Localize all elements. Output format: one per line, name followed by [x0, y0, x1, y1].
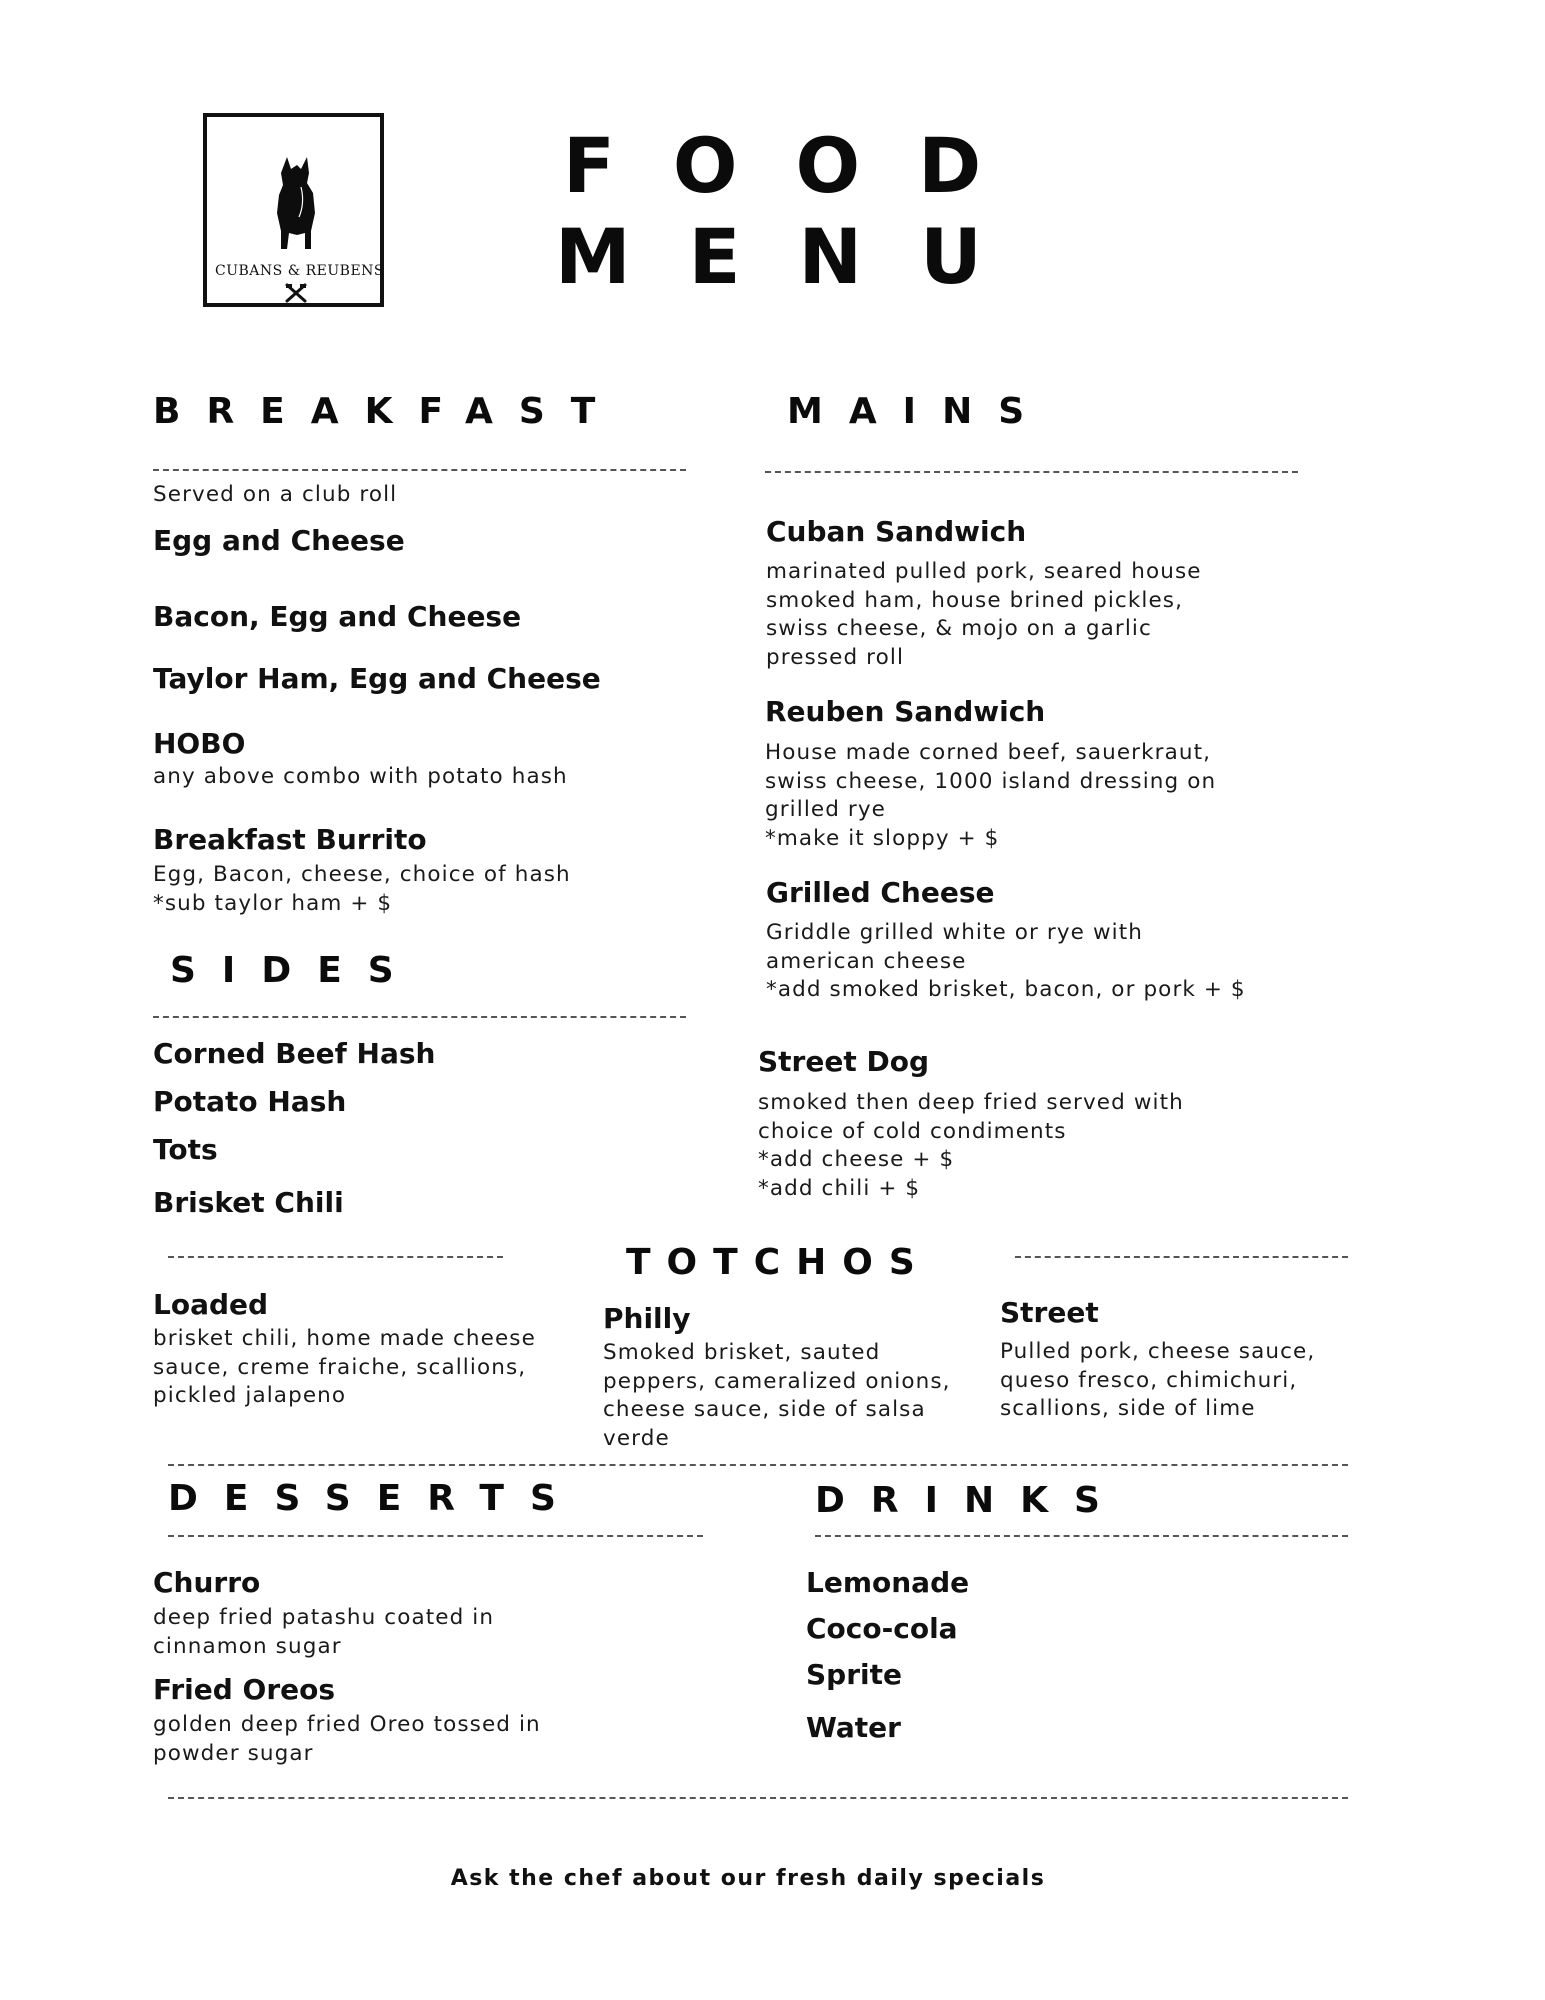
totchos-item-loaded-desc: brisket chili, home made cheese sauce, creme fraiche, scallions, pickled jalapeno	[153, 1326, 536, 1408]
totchos-divider-left	[168, 1256, 503, 1258]
desserts-item-fried-oreos-desc: golden deep fried Oreo tossed in powder sugar	[153, 1712, 541, 1766]
page-title-line1: FOOD	[563, 121, 1040, 210]
mains-item-grilled-cheese-desc: Griddle grilled white or rye with american cheese *add smoked brisket, bacon, or pork + $	[766, 920, 1246, 1002]
page-title-line2: MENU	[555, 212, 1040, 301]
breakfast-heading: BREAKFAST	[153, 391, 622, 432]
totchos-item-philly-desc: Smoked brisket, sauted peppers, cameralized onions, cheese sauce, side of salsa verde	[603, 1340, 951, 1451]
desserts-divider	[168, 1535, 703, 1537]
cleaver-cross-icon	[284, 283, 308, 303]
drinks-heading: DRINKS	[815, 1480, 1126, 1521]
drinks-item-water: Water	[806, 1711, 901, 1744]
mains-item-cuban-desc: marinated pulled pork, seared house smoked ham, house brined pickles, swiss cheese, & mojo on a garlic pressed roll	[766, 559, 1202, 670]
totchos-item-street-desc: Pulled pork, cheese sauce, queso fresco, chimichuri, scallions, side of lime	[1000, 1339, 1316, 1421]
sides-item-tots: Tots	[153, 1133, 218, 1166]
mains-heading: MAINS	[787, 391, 1051, 432]
drinks-item-sprite: Sprite	[806, 1658, 902, 1691]
logo	[203, 113, 384, 307]
sides-item-potato-hash: Potato Hash	[153, 1085, 347, 1118]
totchos-item-street: Street	[1000, 1296, 1099, 1329]
breakfast-item-burrito-desc: Egg, Bacon, cheese, choice of hash *sub taylor ham + $	[153, 862, 571, 916]
drinks-divider	[815, 1535, 1348, 1537]
sides-item-brisket-chili: Brisket Chili	[153, 1186, 344, 1219]
breakfast-note: Served on a club roll	[153, 482, 398, 507]
breakfast-item-burrito: Breakfast Burrito	[153, 823, 427, 856]
mains-item-reuben: Reuben Sandwich	[765, 695, 1046, 728]
breakfast-item-hobo: HOBO	[153, 727, 246, 760]
mains-item-reuben-desc: House made corned beef, sauerkraut, swiss cheese, 1000 island dressing on grilled rye *make it sloppy + $	[765, 740, 1217, 851]
dog-silhouette-icon	[265, 153, 325, 253]
mains-item-street-dog-desc: smoked then deep fried served with choice of cold condiments *add cheese + $ *add chili + $	[758, 1090, 1184, 1201]
totchos-heading: TOTCHOS	[626, 1242, 931, 1283]
bottom-divider	[168, 1797, 1348, 1799]
breakfast-item-bacon-egg-cheese: Bacon, Egg and Cheese	[153, 600, 522, 633]
logo-text: CUBANS & REUBENS	[215, 263, 385, 279]
totchos-item-loaded: Loaded	[153, 1288, 269, 1321]
desserts-item-churro: Churro	[153, 1566, 261, 1599]
breakfast-item-taylor-ham: Taylor Ham, Egg and Cheese	[153, 662, 601, 695]
sides-heading: SIDES	[170, 950, 420, 991]
drinks-item-lemonade: Lemonade	[806, 1566, 970, 1599]
mains-divider	[765, 471, 1298, 473]
totchos-item-philly: Philly	[603, 1302, 691, 1335]
sides-divider	[153, 1016, 686, 1018]
mains-item-street-dog: Street Dog	[758, 1045, 929, 1078]
mains-item-cuban: Cuban Sandwich	[766, 515, 1027, 548]
drinks-item-coco-cola: Coco-cola	[806, 1612, 958, 1645]
totchos-divider-right	[1015, 1256, 1348, 1258]
desserts-item-churro-desc: deep fried patashu coated in cinnamon sugar	[153, 1605, 495, 1659]
breakfast-divider	[153, 469, 686, 471]
mains-item-grilled-cheese: Grilled Cheese	[766, 876, 995, 909]
sides-item-corned-beef-hash: Corned Beef Hash	[153, 1037, 436, 1070]
footer-specials-note: Ask the chef about our fresh daily specials	[450, 1866, 1046, 1891]
totchos-bottom-divider	[168, 1464, 1348, 1466]
breakfast-item-hobo-desc: any above combo with potato hash	[153, 764, 568, 789]
desserts-item-fried-oreos: Fried Oreos	[153, 1673, 336, 1706]
breakfast-item-egg-cheese: Egg and Cheese	[153, 524, 405, 557]
desserts-heading: DESSERTS	[168, 1478, 582, 1519]
